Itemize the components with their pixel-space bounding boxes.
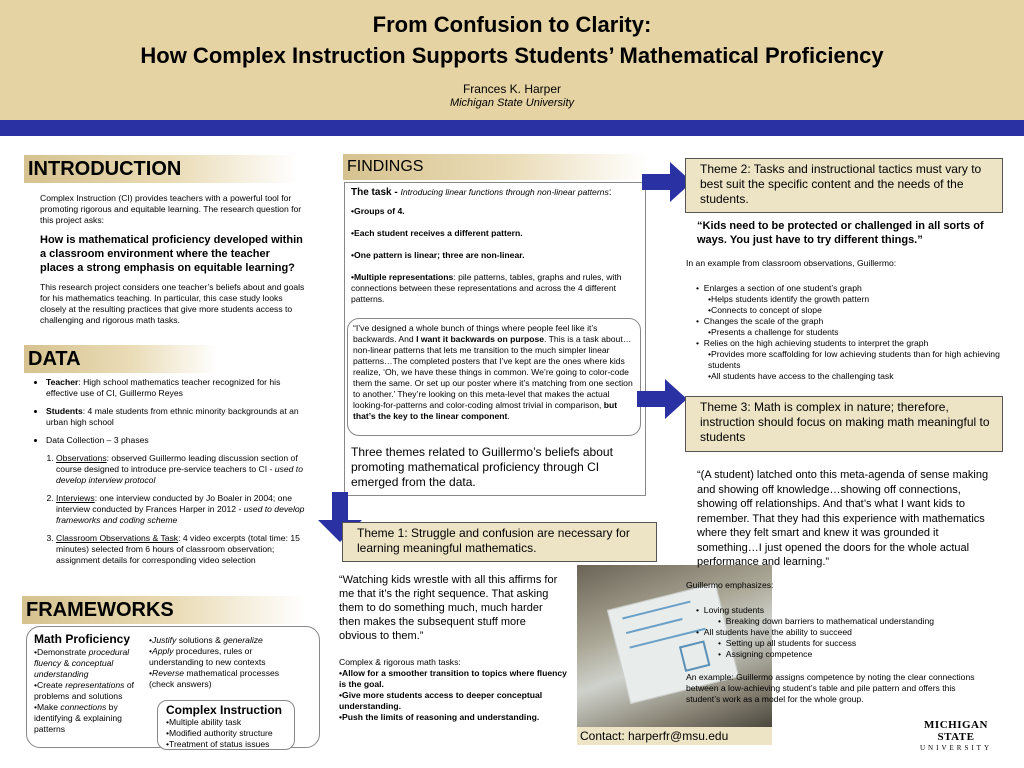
- teacher-label: Teacher: [46, 377, 79, 387]
- math-proficiency-right: [149, 635, 289, 690]
- header-band: [0, 120, 1024, 136]
- theme2-item-3a: •Provides more scaffolding for low achieving students than for high achieving students: [708, 349, 1000, 370]
- e2a: Setting up all students for success: [725, 638, 857, 648]
- observations-label: Observations: [56, 453, 107, 463]
- emphasis-item-2a: • Setting up all students for success: [718, 638, 857, 648]
- theme2-list: [686, 283, 1006, 382]
- ci-item-3: •Treatment of status issues: [166, 739, 270, 749]
- mp-item-2: [34, 680, 144, 702]
- competence-example: An example: Guillermo assigns competence by noting the clear connections between a low-achieving student’s table and pile pattern and offers this student’s work as a model for the whole group.: [686, 672, 975, 704]
- emphasis-heading: Guillermo emphasizes:: [686, 580, 774, 590]
- poster-title-line1: From Confusion to Clarity:: [372, 12, 652, 37]
- tasks-bullet-2: •Give more students access to deeper conceptual understanding.: [339, 690, 543, 711]
- emphasis-list: [686, 605, 986, 660]
- mp2b: representations: [65, 680, 125, 690]
- theme2-item-1a: •Helps students identify the growth pattern: [708, 294, 870, 304]
- students-text: : 4 male students from ethnic minority backgrounds at an urban high school: [46, 406, 299, 427]
- r3a: •: [149, 668, 153, 678]
- r1b: Justify: [152, 635, 177, 645]
- mp-item-1: [34, 647, 144, 680]
- interviews-label: Interviews: [56, 493, 95, 503]
- introduction-body: [40, 193, 306, 326]
- e2b: Assigning competence: [725, 649, 813, 659]
- research-question: How is mathematical proficiency developed within a classroom environment where the teacher places a strong emphasis on equitable learning?: [40, 234, 303, 274]
- r2a: •: [149, 646, 153, 656]
- author-affiliation: Michigan State University: [449, 97, 575, 109]
- phase-observations: [56, 453, 308, 486]
- r1c: solutions &: [176, 635, 224, 645]
- math-proficiency-left: [34, 632, 144, 735]
- mp1a: •Demonstrate: [34, 647, 89, 657]
- quote-e: .: [507, 411, 510, 421]
- e1: Loving students: [703, 605, 764, 615]
- theme2-intro: In an example from classroom observations, Guillermo:: [686, 258, 897, 268]
- task-bullet-2: •Each student receives a different pattern.: [351, 228, 523, 238]
- quote-d: but that’s the key to the linear component: [353, 400, 618, 421]
- observations-text: : observed Guillermo leading discussion section of course designed to introduce pre-service teachers to CI -: [56, 453, 298, 474]
- tasks-bullet-1: •Allow for a smoother transition to topics where fluency is the goal.: [339, 668, 567, 689]
- theme3-arrow-shape: [637, 379, 687, 419]
- collection-label: Data Collection – 3 phases: [46, 435, 149, 445]
- introduction-heading: INTRODUCTION: [24, 155, 298, 183]
- b4-text: : pile patterns, tables, graphs and rules, with connections between these representations and across the 4 different patterns.: [351, 272, 622, 304]
- theme3-emphasis: [686, 580, 986, 705]
- mp-item-6: [149, 668, 289, 690]
- contact-bar[interactable]: Contact: harperfr@msu.edu: [577, 727, 772, 745]
- intro-paragraph-1: Complex Instruction (CI) provides teachers with a powerful tool for promoting rigorous and equitable learning. The research question for this project asks:: [40, 193, 302, 225]
- frameworks-heading: FRAMEWORKS: [22, 596, 306, 624]
- emphasis-item-2: • All students have the ability to succeed: [696, 627, 852, 637]
- mp-item-3: [34, 702, 144, 735]
- quote-b: I want it backwards on purpose: [416, 334, 545, 344]
- task-bullet-4: [351, 272, 639, 305]
- quote-c: . This is a task about…non-linear patterns that lets me transition to the much simpler linear patterns…The completed posters that I’ve kept are the ones where kids realize, ‘Oh, we have these things in common. We’re going to color-code them the same. Or set up our poster where it’s matching from one section to another.’ They’re looking on this meta-level that makes the actual looking-for-patterns and color-coding almost trivial in comparison,: [353, 334, 633, 410]
- r3b: Reverse: [152, 668, 185, 678]
- r2b: Apply: [152, 646, 174, 656]
- mp3b: connections: [60, 702, 107, 712]
- author-name: Frances K. Harper: [462, 82, 562, 96]
- task-line: [351, 187, 639, 198]
- theme1-tasks: [339, 657, 575, 723]
- theme1-quote: “Watching kids wrestle with all this affirms for me that it’s the right sequence. That asking them to do something much, much harder then makes the subsequent stuff more obvious to them.”: [339, 574, 558, 642]
- mp3a: •Make: [34, 702, 61, 712]
- task-colon: :: [608, 187, 612, 198]
- data-students: [46, 406, 308, 428]
- r1a: •: [149, 635, 153, 645]
- poster-line-1: [622, 601, 690, 620]
- mp-item-4: [149, 635, 289, 646]
- l2: Changes the scale of the graph: [703, 316, 824, 326]
- e1a: Breaking down barriers to mathematical understanding: [725, 616, 935, 626]
- logo-line-1: MICHIGAN STATE: [924, 719, 988, 743]
- tasks-heading: Complex & rigorous math tasks:: [339, 657, 461, 667]
- mp2c: of problems and solutions: [34, 680, 135, 701]
- data-heading: DATA: [24, 345, 218, 373]
- complex-instruction-title: Complex Instruction: [166, 703, 283, 717]
- theme2-item-1: • Enlarges a section of one student’s graph: [696, 283, 862, 293]
- theme3-arrow-icon: [637, 379, 689, 421]
- theme2-box: Theme 2: Tasks and instructional tactics must vary to best suit the specific content and the needs of the students.: [685, 158, 1003, 213]
- theme3-quote: “(A student) latched onto this meta-agenda of sense making and showing off knowledge…showing off connections, showing off relationships. And that’s what I want kids to remember. That they had this experience with mathematics where they felt smart and knew it was grounded it something…I just opened the doors for the whole actual performance and learning.”: [697, 469, 989, 568]
- theme2-quote: “Kids need to be protected or challenged in all sorts of ways. You just have to try different things.”: [697, 220, 984, 246]
- findings-task: [351, 187, 639, 305]
- task-bullet-3: •One pattern is linear; three are non-linear.: [351, 250, 525, 260]
- poster-line-2: [626, 618, 683, 634]
- task-bullet-1: •Groups of 4.: [351, 206, 405, 216]
- mp3c: by identifying & explaining patterns: [34, 702, 122, 734]
- math-proficiency-title: Math Proficiency: [34, 632, 131, 646]
- data-collection: [46, 435, 308, 446]
- quote-a: “I’ve designed a whole bunch of things where people feel like it’s backwards. And: [353, 323, 598, 344]
- mp2a: •Create: [34, 680, 66, 690]
- mp-item-5: [149, 646, 289, 668]
- observations-italic: used to develop interview protocol: [56, 464, 303, 485]
- data-teacher: [46, 377, 308, 399]
- mp1d: conceptual understanding: [34, 658, 114, 679]
- students-label: Students: [46, 406, 83, 416]
- interviews-italic: used to develop frameworks and coding scheme: [56, 504, 305, 525]
- phase-classroom: [56, 533, 308, 566]
- task-italic: Introducing linear functions through non-linear patterns: [400, 187, 609, 197]
- classroom-text: : 4 video excerpts (total time: 15 minutes) selected from 6 hours of classroom observation; assignment details for corresponding video selection: [56, 533, 300, 565]
- mp1c: &: [61, 658, 72, 668]
- ci-item-2: •Modified authority structure: [166, 728, 273, 738]
- theme3-box: Theme 3: Math is complex in nature; therefore, instruction should focus on making math meaningful to students: [685, 396, 1003, 452]
- guillermo-quote-box: [347, 318, 641, 436]
- task-label: The task -: [351, 187, 401, 198]
- logo-line-2: UNIVERSITY: [920, 744, 992, 752]
- e2: All students have the ability to succeed: [703, 627, 852, 637]
- theme2-item-2: • Changes the scale of the graph: [696, 316, 824, 326]
- tasks-bullet-3: •Push the limits of reasoning and understanding.: [339, 712, 540, 722]
- r1d: generalize: [223, 635, 263, 645]
- r3c: mathematical processes (check answers): [149, 668, 280, 689]
- findings-summary: Three themes related to Guillermo’s beliefs about promoting mathematical proficiency through CI emerged from the data.: [351, 445, 613, 489]
- data-body: [30, 377, 308, 566]
- emphasis-item-2b: • Assigning competence: [718, 649, 813, 659]
- theme2-item-3b: •All students have access to the challenging task: [708, 371, 894, 381]
- classroom-label: Classroom Observations & Task: [56, 533, 179, 543]
- interviews-text: : one interview conducted by Jo Boaler in 2004; one interview conducted by Frances Harper in 2012 -: [56, 493, 292, 514]
- theme1-box: Theme 1: Struggle and confusion are necessary for learning meaningful mathematics.: [342, 522, 657, 562]
- msu-logo: [906, 719, 1006, 753]
- phase-interviews: [56, 493, 308, 526]
- findings-heading: FINDINGS: [343, 154, 647, 180]
- poster-title-line2: How Complex Instruction Supports Students’ Mathematical Proficiency: [140, 43, 884, 68]
- theme2-example: [686, 258, 1006, 382]
- b4-bold: •Multiple representations: [351, 272, 454, 282]
- teacher-text: : High school mathematics teacher recognized for his effective use of CI, Guillermo Reyes: [46, 377, 281, 398]
- l3: Relies on the high achieving students to interpret the graph: [703, 338, 929, 348]
- r2c: procedures, rules or understanding to new contexts: [149, 646, 266, 667]
- theme2-item-1b: •Connects to concept of slope: [708, 305, 822, 315]
- theme2-item-3: • Relies on the high achieving students to interpret the graph: [696, 338, 929, 348]
- emphasis-item-1a: • Breaking down barriers to mathematical understanding: [718, 616, 935, 626]
- complex-instruction-box: [157, 700, 295, 750]
- ci-item-1: •Multiple ability task: [166, 717, 242, 727]
- l1: Enlarges a section of one student’s graph: [703, 283, 862, 293]
- emphasis-item-1: • Loving students: [696, 605, 764, 615]
- theme2-item-2a: •Presents a challenge for students: [708, 327, 839, 337]
- intro-paragraph-2: This research project considers one teacher’s beliefs about and goals for his mathematics teaching. In particular, this case study looks closely at the resulting practices that give more students access to challenging and rigorous math tasks.: [40, 282, 305, 325]
- mp1b: procedural fluency: [34, 647, 130, 668]
